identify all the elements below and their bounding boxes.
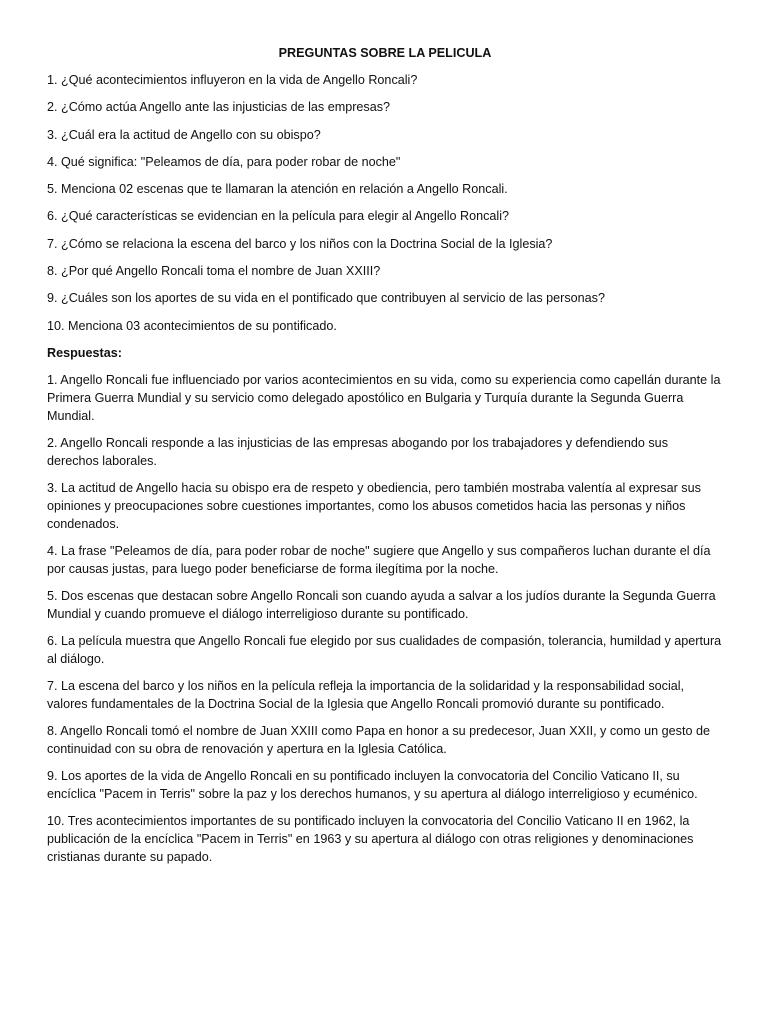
answer-item: 8. Angello Roncali tomó el nombre de Juan XXIII como Papa en honor a su predecesor, Juan XXII, y como un gesto de continuidad con su obra de renovación y apertura en la Iglesia Católica. bbox=[47, 723, 710, 756]
answer-item: 6. La película muestra que Angello Roncali fue elegido por sus cualidades de compasión, tolerancia, humildad y apertura al diálogo. bbox=[47, 633, 722, 666]
question-item: 2. ¿Cómo actúa Angello ante las injusticias de las empresas? bbox=[47, 100, 391, 115]
answer-item: 5. Dos escenas que destacan sobre Angello Roncali son cuando ayuda a salvar a los judíos durante la Segunda Guerra Mundial y cuando promueve el diálogo interreligioso durante su pontificado. bbox=[47, 588, 716, 621]
answer-item: 4. La frase "Peleamos de día, para poder robar de noche" sugiere que Angello y sus compañeros luchan durante el día por causas justas, para luego poder beneficiarse de forma ilegítima por la noche. bbox=[47, 543, 711, 576]
question-item: 3. ¿Cuál era la actitud de Angello con su obispo? bbox=[47, 127, 321, 142]
answer-item: 1. Angello Roncali fue influenciado por varios acontecimientos en su vida, como su experiencia como capellán durante la Primera Guerra Mundial y su servicio como delegado apostólico en Bulgaria y Turquía durante la Segunda Guerra Mundial. bbox=[47, 372, 721, 423]
answer-item: 2. Angello Roncali responde a las injusticias de las empresas abogando por los trabajadores y defendiendo sus derechos laborales. bbox=[47, 435, 668, 468]
questions-list bbox=[47, 71, 723, 335]
answers-heading: Respuestas: bbox=[47, 345, 122, 360]
question-item: 5. Menciona 02 escenas que te llamaran la atención en relación a Angello Roncali. bbox=[47, 182, 508, 197]
answer-item: 3. La actitud de Angello hacia su obispo era de respeto y obediencia, pero también mostraba valentía al expresar sus opiniones y preocupaciones sobre cuestiones importantes, como los abusos cometidos hacia las personas y niños condenados. bbox=[47, 480, 701, 531]
question-item: 6. ¿Qué características se evidencian en la película para elegir al Angello Roncali? bbox=[47, 209, 510, 224]
answer-item: 10. Tres acontecimientos importantes de su pontificado incluyen la convocatoria del Concilio Vaticano II en 1962, la publicación de la encíclica "Pacem in Terris" en 1963 y su apertura al diálogo con otras religiones y denominaciones cristianas durante su papado. bbox=[47, 813, 694, 864]
question-item: 9. ¿Cuáles son los aportes de su vida en el pontificado que contribuyen al servicio de las personas? bbox=[47, 291, 605, 306]
document-page bbox=[47, 44, 723, 875]
question-item: 8. ¿Por qué Angello Roncali toma el nombre de Juan XXIII? bbox=[47, 264, 381, 279]
question-item: 1. ¿Qué acontecimientos influyeron en la vida de Angello Roncali? bbox=[47, 73, 418, 87]
answers-list bbox=[47, 371, 723, 866]
document-title: PREGUNTAS SOBRE LA PELICULA bbox=[278, 46, 492, 60]
answer-item: 9. Los aportes de la vida de Angello Roncali en su pontificado incluyen la convocatoria del Concilio Vaticano II, su encíclica "Pacem in Terris" sobre la paz y los derechos humanos, y su apertura al diálogo interreligioso y ecuménico. bbox=[47, 768, 698, 801]
question-item: 4. Qué significa: "Peleamos de día, para poder robar de noche" bbox=[47, 154, 401, 169]
question-item: 10. Menciona 03 acontecimientos de su pontificado. bbox=[47, 318, 337, 333]
answer-item: 7. La escena del barco y los niños en la película refleja la importancia de la solidaridad y la responsabilidad social, valores fundamentales de la Doctrina Social de la Iglesia que Angello Roncali promovió durante su pontificado. bbox=[47, 678, 685, 711]
question-item: 7. ¿Cómo se relaciona la escena del barco y los niños con la Doctrina Social de la Iglesia? bbox=[47, 236, 553, 251]
